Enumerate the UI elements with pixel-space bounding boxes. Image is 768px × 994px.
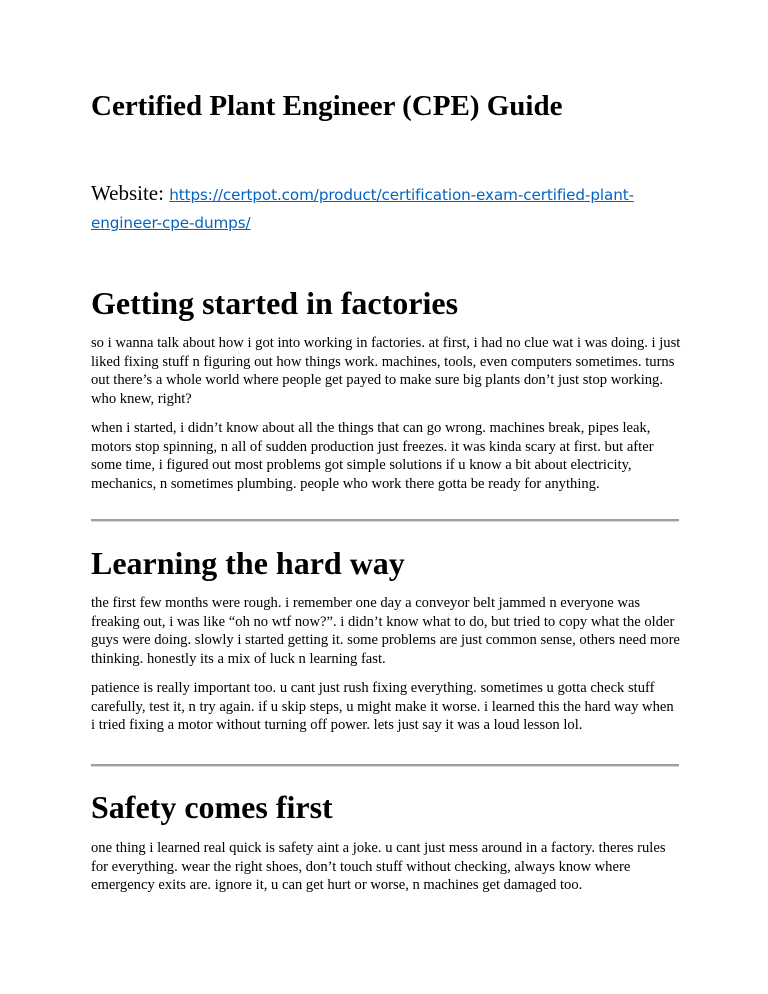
section-divider (91, 519, 679, 522)
section-heading-safety: Safety comes first (91, 789, 333, 825)
paragraph-safety-1: one thing i learned real quick is safety aint a joke. u cant just mess around in a factory. theres rules for everything. wear the right shoes, don’t touch stuff without checking, always know where emergency exits are. ignore it, u can get hurt or worse, n machines get damaged too. (91, 840, 666, 894)
document-title: Certified Plant Engineer (CPE) Guide (91, 90, 563, 122)
paragraph-learning-1: the first few months were rough. i remember one day a conveyor belt jammed n everyone was freaking out, i was like “oh no wtf now?”. i didn’t know what to do, but tried to copy what the older guys were doing. slowly i started getting it. some problems are just common sense, others need more thinking. honestly its a mix of luck n learning fast. (91, 595, 680, 667)
section-heading-getting-started: Getting started in factories (91, 285, 459, 321)
section-heading-learning: Learning the hard way (91, 545, 405, 581)
website-line (91, 180, 681, 236)
paragraph-getting-started-2: when i started, i didn’t know about all the things that can go wrong. machines break, pipes leak, motors stop spinning, n all of sudden production just freezes. it was kinda scary at first. but after some time, i figured out most problems got simple solutions if u know a bit about electricity, mechanics, n sometimes plumbing. people who work there gotta be ready for anything. (91, 420, 654, 492)
paragraph-learning-2: patience is really important too. u cant just rush fixing everything. sometimes u gotta check stuff carefully, test it, n try again. if u skip steps, u might make it worse. i learned this the hard way when i tried fixing a motor without turning off power. lets just say it was a loud lesson lol. (91, 680, 674, 734)
website-link[interactable]: https://certpot.com/product/certification-exam-certified-plant-engineer-cpe-dumps/ (91, 186, 634, 232)
website-label: Website: (91, 181, 170, 205)
paragraph-getting-started-1: so i wanna talk about how i got into working in factories. at first, i had no clue wat i was doing. i just liked fixing stuff n figuring out how things work. machines, tools, even computers sometimes. turns out there’s a whole world where people get payed to make sure big plants don’t just stop working. who knew, right? (91, 335, 681, 407)
section-divider (91, 764, 679, 767)
